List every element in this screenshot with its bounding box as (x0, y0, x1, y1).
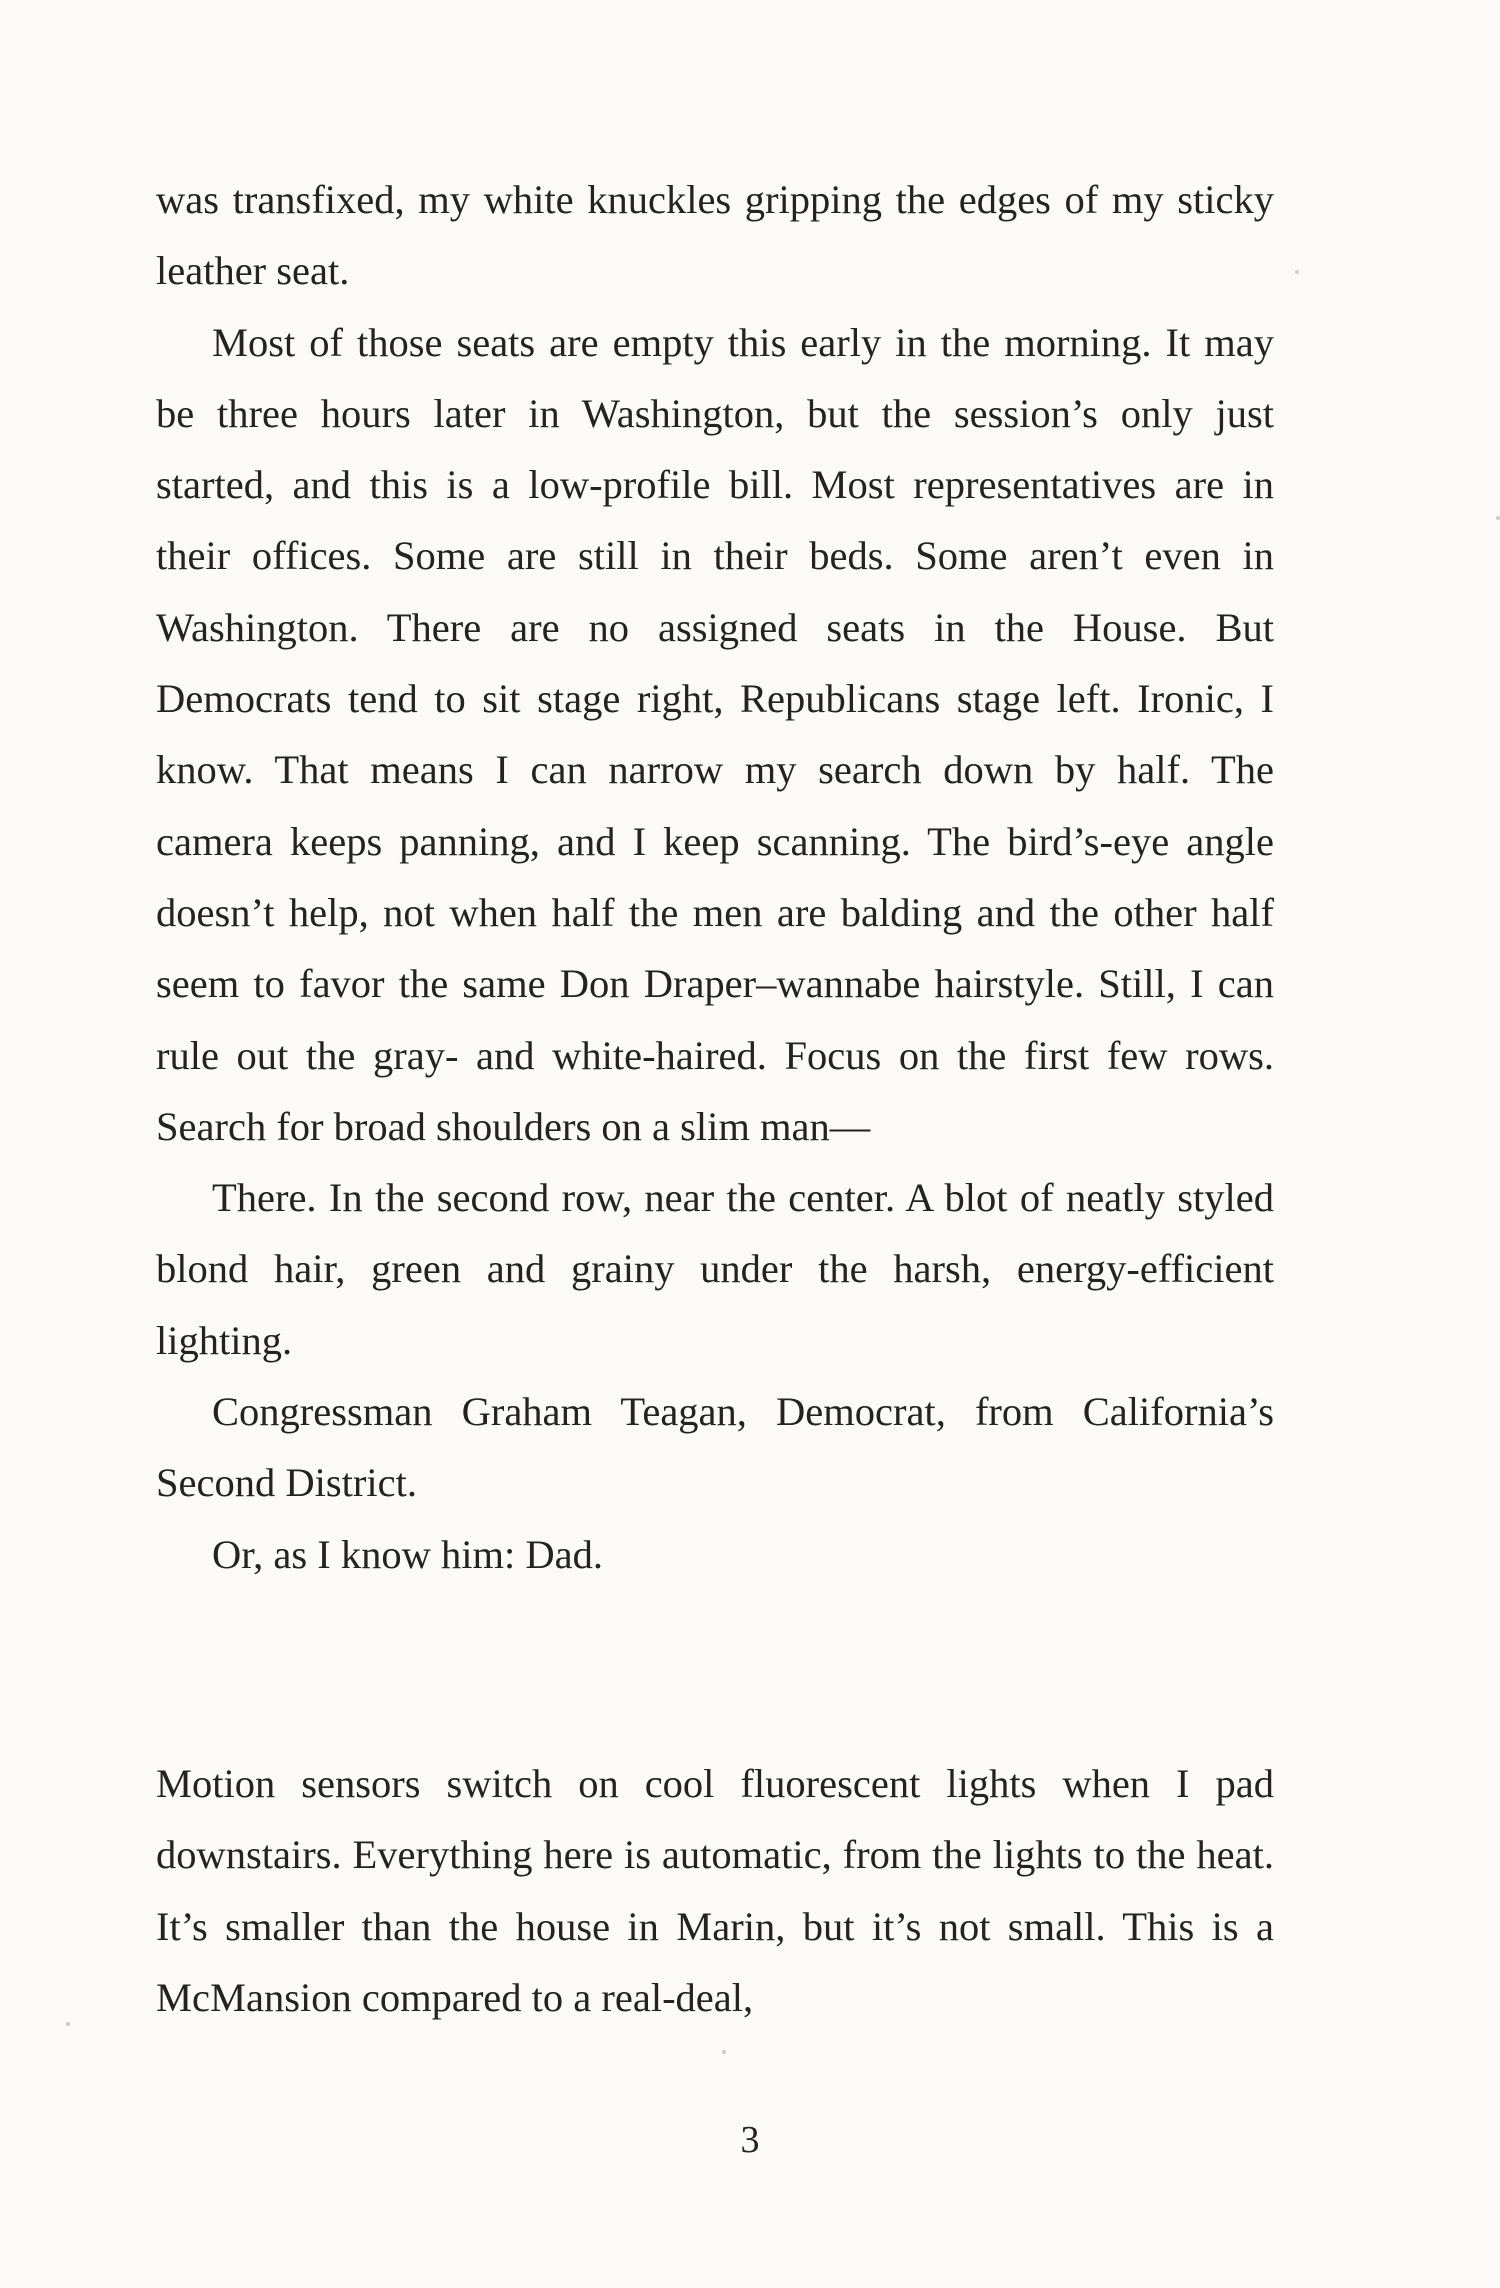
paragraph-3: There. In the second row, near the center. A blot of neatly styled blond hair, green and grainy under the harsh, energy-efficient lighting. (156, 1175, 1274, 1363)
text-section-2 (156, 1748, 1274, 2033)
paragraph-2: Most of those seats are empty this early in the morning. It may be three hours later in Washington, but the session’s only just started, and this is a low-profile bill. Most representatives are in their offices. Some are still in their beds. Some aren’t even in Washington. There are no assigned seats in the House. But Democrats tend to sit stage right, Republicans stage left. Ironic, I know. That means I can narrow my search down by half. The camera keeps panning, and I keep scanning. The bird’s-eye angle doesn’t help, not when half the men are balding and the other half seem to favor the same Don Draper–wannabe hairstyle. Still, I can rule out the gray- and white-haired. Focus on the first few rows. Search for broad shoulders on a slim man— (156, 319, 1274, 1149)
text-section-1 (156, 164, 1274, 1590)
paper-speck (1295, 270, 1299, 274)
paragraph-1: was transfixed, my white knuckles gripping the edges of my sticky leather seat. (156, 177, 1274, 294)
paper-speck (1496, 516, 1500, 520)
page-number: 3 (740, 2119, 760, 2161)
paper-speck (722, 2050, 726, 2054)
paper-speck (66, 2022, 70, 2026)
paragraph-5: Or, as I know him: Dad. (212, 1531, 603, 1577)
paragraph-4: Congressman Graham Teagan, Democrat, from California’s Second District. (156, 1389, 1274, 1506)
paragraph-6: Motion sensors switch on cool fluorescent lights when I pad downstairs. Everything here is automatic, from the lights to the heat. It’s smaller than the house in Marin, but it’s not small. This is a McMansion compared to a real-deal, (156, 1761, 1274, 2020)
